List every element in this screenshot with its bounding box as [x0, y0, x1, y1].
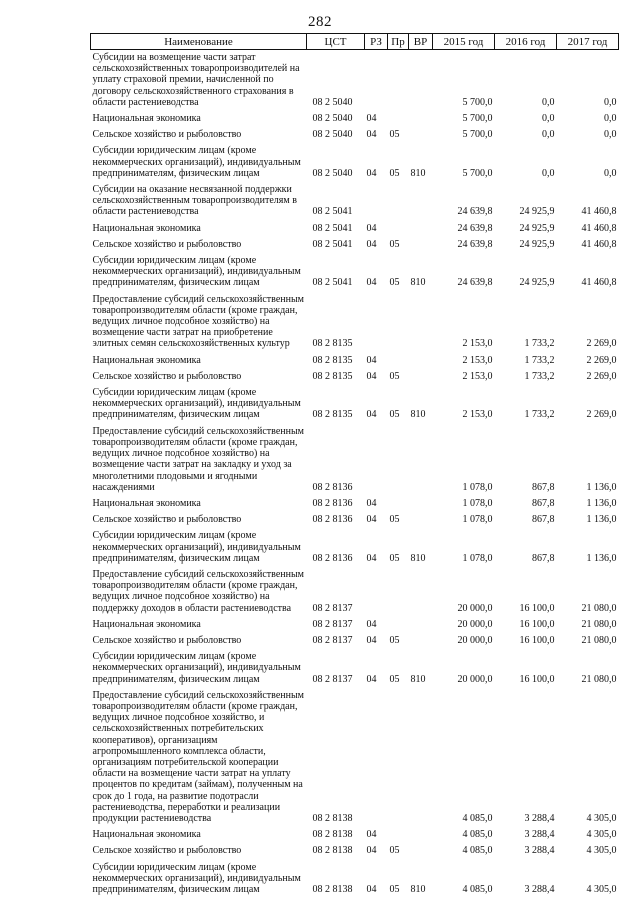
- cell-rz: [365, 567, 388, 617]
- cell-pr: [388, 688, 409, 827]
- cell-pr: 05: [389, 129, 400, 141]
- cell-name: Субсидии юридическим лицам (кроме некоммерческих организаций), индивидуальным предпринимателям, физическим лицам: [92, 530, 301, 564]
- cell-name: Предоставление субсидий сельскохозяйственным товаропроизводителям области (кроме граждан, ведущих личное подсобное хозяйство, и сельскохозяйственных потребительских кооперативов), организациям агропромышленного комплекса области, организациям потребительской кооперации области на возмещение части затрат на уплату процентов по кредитам (займам), полученным на срок до 1 года, на развитие подотрасли растениеводства, переработки и реализации продукции растениеводства: [92, 689, 305, 824]
- table-row: [91, 567, 619, 617]
- table-row: [91, 843, 619, 859]
- cell-name: Субсидии на возмещение части затрат сельскохозяйственных товаропроизводителей на уплату страховой премии, начисленной по договору сельскохозяйственного страхования в области растениеводства: [92, 52, 300, 108]
- cell-cst: 08 2 8136: [312, 514, 353, 526]
- cell-rz: 04: [366, 514, 377, 526]
- cell-2016: 16 100,0: [519, 602, 555, 614]
- cell-pr: 05: [389, 277, 400, 289]
- cell-pr: 05: [389, 409, 400, 421]
- table-header: [91, 34, 619, 50]
- cell-cst: 08 2 5041: [312, 222, 353, 234]
- cell-pr: 05: [389, 634, 400, 646]
- cell-2016: 1 733,2: [524, 338, 555, 350]
- cell-2017: 1 136,0: [586, 497, 617, 509]
- cell-pr: [388, 111, 409, 127]
- cell-2015: 20 000,0: [457, 673, 493, 685]
- cell-name: Национальная экономика: [92, 113, 201, 125]
- cell-2015: 5 700,0: [462, 96, 493, 108]
- cell-name: Национальная экономика: [92, 497, 201, 509]
- cell-2015: 20 000,0: [457, 602, 493, 614]
- cell-cst: 08 2 8135: [312, 370, 353, 382]
- cell-rz: 04: [366, 497, 377, 509]
- header-2017: 2017 год: [557, 34, 619, 50]
- cell-2017: 2 269,0: [586, 338, 617, 350]
- cell-vr: 810: [410, 409, 426, 421]
- header-cst: ЦСТ: [307, 34, 365, 50]
- cell-cst: 08 2 8137: [312, 634, 353, 646]
- cell-2016: 1 733,2: [524, 409, 555, 421]
- cell-rz: 04: [366, 409, 377, 421]
- cell-cst: 08 2 5040: [312, 96, 353, 108]
- header-2016: 2016 год: [495, 34, 557, 50]
- cell-rz: 04: [366, 238, 377, 250]
- cell-vr: [409, 496, 433, 512]
- cell-cst: 08 2 8137: [312, 602, 353, 614]
- cell-vr: 810: [410, 673, 426, 685]
- cell-2017: 0,0: [604, 96, 617, 108]
- cell-2017: 4 305,0: [586, 884, 617, 895]
- cell-2016: 1 733,2: [524, 354, 555, 366]
- cell-cst: 08 2 8136: [312, 497, 353, 509]
- cell-2015: 5 700,0: [462, 113, 493, 125]
- cell-2017: 21 080,0: [581, 602, 617, 614]
- cell-2017: 41 460,8: [581, 222, 617, 234]
- cell-2015: 24 639,8: [457, 238, 493, 250]
- cell-rz: [365, 688, 388, 827]
- table-body: [91, 50, 619, 899]
- cell-2016: 0,0: [542, 96, 555, 108]
- cell-rz: 04: [366, 113, 377, 125]
- cell-2017: 41 460,8: [581, 206, 617, 218]
- table-row: [91, 617, 619, 633]
- cell-rz: 04: [366, 884, 377, 895]
- cell-pr: 05: [389, 370, 400, 382]
- cell-2015: 24 639,8: [457, 277, 493, 289]
- cell-name: Сельское хозяйство и рыболовство: [92, 238, 242, 250]
- cell-cst: 08 2 5040: [312, 129, 353, 141]
- cell-pr: [388, 50, 409, 112]
- cell-2015: 1 078,0: [462, 552, 493, 564]
- cell-name: Сельское хозяйство и рыболовство: [92, 370, 242, 382]
- table-row: [91, 292, 619, 353]
- cell-2015: 24 639,8: [457, 222, 493, 234]
- table-row: [91, 353, 619, 369]
- cell-2016: 24 925,9: [519, 238, 555, 250]
- cell-vr: [409, 512, 433, 528]
- cell-2016: 24 925,9: [519, 222, 555, 234]
- cell-name: Субсидии юридическим лицам (кроме некоммерческих организаций), индивидуальным предпринимателям, физическим лицам: [92, 387, 301, 421]
- header-name: Наименование: [91, 34, 307, 50]
- cell-2017: 0,0: [604, 129, 617, 141]
- cell-rz: 04: [366, 673, 377, 685]
- cell-2016: 0,0: [542, 129, 555, 141]
- cell-rz: 04: [366, 167, 377, 179]
- cell-name: Сельское хозяйство и рыболовство: [92, 129, 242, 141]
- cell-rz: [365, 292, 388, 353]
- cell-pr: [388, 496, 409, 512]
- cell-rz: 04: [366, 552, 377, 564]
- cell-rz: 04: [366, 129, 377, 141]
- table-row: [91, 253, 619, 292]
- table-row: [91, 50, 619, 112]
- header-2015: 2015 год: [433, 34, 495, 50]
- table-row: [91, 369, 619, 385]
- cell-2015: 1 078,0: [462, 481, 493, 493]
- table-row: [91, 111, 619, 127]
- table-row: [91, 496, 619, 512]
- cell-rz: 04: [366, 222, 377, 234]
- cell-cst: 08 2 8138: [312, 884, 353, 895]
- cell-2015: 20 000,0: [457, 618, 493, 630]
- cell-2017: 4 305,0: [586, 845, 617, 857]
- cell-name: Субсидии на оказание несвязанной поддержки сельскохозяйственным товаропроизводителям в области растениеводства: [92, 184, 297, 218]
- cell-vr: [409, 688, 433, 827]
- cell-cst: 08 2 8136: [312, 552, 353, 564]
- cell-pr: [388, 353, 409, 369]
- table-row: [91, 424, 619, 496]
- header-pr: Пр: [388, 34, 409, 50]
- cell-2015: 5 700,0: [462, 129, 493, 141]
- cell-pr: 05: [389, 845, 400, 857]
- cell-rz: [365, 424, 388, 496]
- cell-vr: [409, 827, 433, 843]
- cell-vr: [409, 353, 433, 369]
- cell-pr: [388, 221, 409, 237]
- cell-pr: 05: [389, 514, 400, 526]
- cell-pr: 05: [389, 673, 400, 685]
- cell-2017: 2 269,0: [586, 409, 617, 421]
- cell-cst: 08 2 5040: [312, 167, 353, 179]
- cell-name: Национальная экономика: [92, 354, 201, 366]
- cell-vr: 810: [410, 277, 426, 289]
- cell-2017: 1 136,0: [586, 481, 617, 493]
- cell-vr: [409, 111, 433, 127]
- cell-cst: 08 2 8136: [312, 481, 353, 493]
- cell-cst: 08 2 8135: [312, 338, 353, 350]
- table-row: [91, 860, 619, 899]
- cell-2017: 21 080,0: [581, 634, 617, 646]
- cell-rz: [365, 182, 388, 221]
- table-row: [91, 182, 619, 221]
- cell-vr: [409, 843, 433, 859]
- cell-pr: [388, 424, 409, 496]
- cell-name: Сельское хозяйство и рыболовство: [92, 514, 242, 526]
- cell-2015: 2 153,0: [462, 354, 493, 366]
- cell-name: Субсидии юридическим лицам (кроме некоммерческих организаций), индивидуальным предпринимателям, физическим лицам: [92, 651, 301, 685]
- cell-2017: 1 136,0: [586, 514, 617, 526]
- cell-2015: 5 700,0: [462, 167, 493, 179]
- cell-2016: 3 288,4: [524, 829, 555, 841]
- cell-vr: [409, 292, 433, 353]
- cell-rz: 04: [366, 618, 377, 630]
- table-row: [91, 237, 619, 253]
- cell-pr: 05: [389, 552, 400, 564]
- cell-name: Национальная экономика: [92, 222, 201, 234]
- cell-rz: [365, 50, 388, 112]
- cell-2015: 20 000,0: [457, 634, 493, 646]
- header-rz: РЗ: [365, 34, 388, 50]
- cell-name: Национальная экономика: [92, 829, 201, 841]
- cell-cst: 08 2 8135: [312, 354, 353, 366]
- cell-pr: [388, 827, 409, 843]
- cell-2017: 2 269,0: [586, 370, 617, 382]
- cell-2016: 0,0: [542, 167, 555, 179]
- cell-name: Национальная экономика: [92, 618, 201, 630]
- cell-rz: 04: [366, 370, 377, 382]
- cell-vr: [409, 50, 433, 112]
- cell-vr: [409, 221, 433, 237]
- cell-2015: 1 078,0: [462, 497, 493, 509]
- cell-cst: 08 2 8135: [312, 409, 353, 421]
- table-row: [91, 512, 619, 528]
- cell-name: Сельское хозяйство и рыболовство: [92, 634, 242, 646]
- cell-pr: [388, 292, 409, 353]
- cell-2017: 21 080,0: [581, 618, 617, 630]
- cell-name: Субсидии юридическим лицам (кроме некоммерческих организаций), индивидуальным предпринимателям, физическим лицам: [92, 255, 301, 289]
- cell-name: Предоставление субсидий сельскохозяйственным товаропроизводителям области (кроме граждан, ведущих личное подсобное хозяйство) на поддержку доходов в области растениеводства: [92, 568, 305, 614]
- cell-2015: 2 153,0: [462, 409, 493, 421]
- page-number: 282: [308, 14, 332, 30]
- cell-2016: 16 100,0: [519, 673, 555, 685]
- cell-2017: 21 080,0: [581, 673, 617, 685]
- cell-2015: 2 153,0: [462, 370, 493, 382]
- table-row: [91, 827, 619, 843]
- cell-2016: 867,8: [532, 481, 555, 493]
- cell-vr: 810: [410, 884, 426, 895]
- cell-cst: 08 2 8137: [312, 618, 353, 630]
- cell-name: Предоставление субсидий сельскохозяйственным товаропроизводителям области (кроме граждан, ведущих личное подсобное хозяйство) на возмещение части затрат на приобретение элитных семян сельскохозяйственных культур: [92, 293, 305, 350]
- cell-pr: 05: [389, 238, 400, 250]
- header-row: [91, 34, 619, 50]
- cell-pr: 05: [389, 884, 400, 895]
- cell-vr: [409, 237, 433, 253]
- cell-2015: 2 153,0: [462, 338, 493, 350]
- cell-2017: 41 460,8: [581, 277, 617, 289]
- cell-name: Субсидии юридическим лицам (кроме некоммерческих организаций), индивидуальным предпринимателям, физическим лицам: [92, 861, 301, 895]
- cell-2016: 3 288,4: [524, 884, 555, 895]
- cell-vr: 810: [410, 167, 426, 179]
- table-row: [91, 221, 619, 237]
- table-row: [91, 528, 619, 567]
- cell-vr: [409, 617, 433, 633]
- cell-2016: 0,0: [542, 113, 555, 125]
- cell-2016: 24 925,9: [519, 206, 555, 218]
- budget-table-container: [90, 33, 618, 898]
- cell-2016: 16 100,0: [519, 634, 555, 646]
- cell-cst: 08 2 5040: [312, 113, 353, 125]
- cell-2015: 4 085,0: [462, 829, 493, 841]
- cell-rz: 04: [366, 845, 377, 857]
- cell-2015: 1 078,0: [462, 514, 493, 526]
- cell-2017: 41 460,8: [581, 238, 617, 250]
- cell-rz: 04: [366, 354, 377, 366]
- cell-2015: 4 085,0: [462, 812, 493, 824]
- cell-pr: 05: [389, 167, 400, 179]
- cell-2016: 3 288,4: [524, 812, 555, 824]
- cell-vr: [409, 633, 433, 649]
- cell-2017: 0,0: [604, 113, 617, 125]
- cell-2016: 1 733,2: [524, 370, 555, 382]
- cell-2016: 867,8: [532, 497, 555, 509]
- table-row: [91, 633, 619, 649]
- cell-name: Сельское хозяйство и рыболовство: [92, 845, 242, 857]
- cell-2015: 4 085,0: [462, 845, 493, 857]
- cell-rz: 04: [366, 277, 377, 289]
- cell-vr: [409, 369, 433, 385]
- cell-2017: 4 305,0: [586, 829, 617, 841]
- cell-2016: 867,8: [532, 514, 555, 526]
- cell-2016: 867,8: [532, 552, 555, 564]
- budget-table: [90, 33, 619, 898]
- cell-vr: 810: [410, 552, 426, 564]
- table-row: [91, 143, 619, 182]
- cell-cst: 08 2 8137: [312, 673, 353, 685]
- table-row: [91, 688, 619, 827]
- cell-name: Субсидии юридическим лицам (кроме некоммерческих организаций), индивидуальным предпринимателям, физическим лицам: [92, 145, 301, 179]
- cell-2017: 4 305,0: [586, 812, 617, 824]
- cell-cst: 08 2 8138: [312, 829, 353, 841]
- cell-pr: [388, 617, 409, 633]
- table-row: [91, 649, 619, 688]
- cell-cst: 08 2 5041: [312, 206, 353, 218]
- cell-pr: [388, 567, 409, 617]
- cell-cst: 08 2 5041: [312, 277, 353, 289]
- cell-name: Предоставление субсидий сельскохозяйственным товаропроизводителям области (кроме граждан, ведущих личное подсобное хозяйство) на возмещение части затрат на закладку и уход за многолетними плодовыми и ягодными насаждениями: [92, 425, 305, 493]
- cell-vr: [409, 127, 433, 143]
- cell-rz: 04: [366, 829, 377, 841]
- cell-pr: [388, 182, 409, 221]
- cell-cst: 08 2 5041: [312, 238, 353, 250]
- cell-cst: 08 2 8138: [312, 812, 353, 824]
- cell-2017: 2 269,0: [586, 354, 617, 366]
- cell-vr: [409, 182, 433, 221]
- cell-cst: 08 2 8138: [312, 845, 353, 857]
- cell-2016: 16 100,0: [519, 618, 555, 630]
- cell-2016: 3 288,4: [524, 845, 555, 857]
- cell-vr: [409, 567, 433, 617]
- cell-vr: [409, 424, 433, 496]
- cell-2015: 24 639,8: [457, 206, 493, 218]
- cell-2017: 0,0: [604, 167, 617, 179]
- cell-rz: 04: [366, 634, 377, 646]
- cell-2017: 1 136,0: [586, 552, 617, 564]
- cell-2016: 24 925,9: [519, 277, 555, 289]
- cell-2015: 4 085,0: [462, 884, 493, 895]
- table-row: [91, 385, 619, 424]
- table-row: [91, 127, 619, 143]
- header-vr: ВР: [409, 34, 433, 50]
